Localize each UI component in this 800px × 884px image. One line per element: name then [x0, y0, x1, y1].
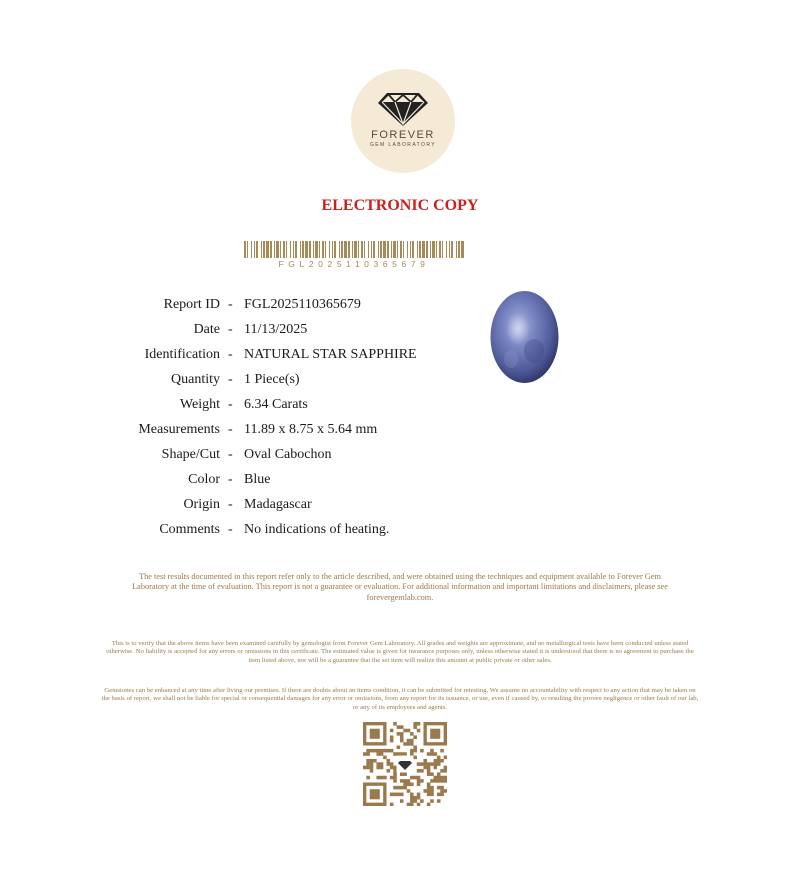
- qr-module: [363, 766, 367, 770]
- barcode-bar: [313, 241, 314, 258]
- logo-name: FOREVER: [371, 129, 435, 141]
- barcode-bar: [449, 241, 450, 258]
- qr-module: [413, 749, 417, 753]
- qr-module: [434, 759, 438, 763]
- detail-separator: -: [228, 397, 233, 412]
- qr-module: [434, 752, 438, 756]
- qr-module: [413, 725, 417, 729]
- barcode-bar: [407, 241, 408, 258]
- qr-module: [390, 762, 394, 766]
- barcode-bar: [261, 241, 262, 258]
- barcode-bar: [422, 241, 425, 258]
- qr-module: [366, 752, 370, 756]
- qr-module: [403, 782, 407, 786]
- detail-row-date: [100, 321, 520, 343]
- qr-module: [437, 762, 441, 766]
- qr-module: [366, 759, 370, 763]
- qr-module: [423, 759, 427, 763]
- qr-module: [366, 749, 370, 753]
- qr-module: [397, 752, 401, 756]
- qr-module: [403, 772, 407, 776]
- barcode-bar: [332, 241, 333, 258]
- barcode-bar: [300, 241, 301, 258]
- detail-value: Madagascar: [244, 497, 312, 512]
- qr-module: [420, 779, 424, 783]
- qr-module: [370, 766, 374, 770]
- qr-module: [403, 752, 407, 756]
- barcode-bar: [456, 241, 457, 258]
- qr-module: [410, 796, 414, 800]
- detail-label: Report ID: [163, 297, 220, 312]
- qr-module: [417, 782, 421, 786]
- qr-module: [403, 786, 407, 790]
- detail-value: NATURAL STAR SAPPHIRE: [244, 347, 417, 362]
- qr-module: [390, 766, 394, 770]
- qr-module: [380, 749, 384, 753]
- qr-module: [434, 776, 438, 780]
- qr-module: [380, 766, 384, 770]
- qr-module: [407, 789, 411, 793]
- barcode-bar: [341, 241, 343, 258]
- logo-subtitle: GEM LABORATORY: [369, 142, 436, 148]
- barcode-bar: [442, 241, 443, 258]
- barcode-bar: [378, 241, 379, 258]
- detail-row-report-id: [100, 296, 520, 318]
- barcode-bar: [361, 241, 363, 258]
- qr-module: [393, 779, 397, 783]
- qr-module: [410, 752, 414, 756]
- detail-value: Oval Cabochon: [244, 447, 332, 462]
- qr-finder: [370, 729, 380, 739]
- qr-module: [387, 749, 391, 753]
- qr-module: [413, 776, 417, 780]
- qr-module: [430, 749, 434, 753]
- detail-label: Origin: [183, 497, 220, 512]
- qr-module: [393, 793, 397, 797]
- qr-module: [440, 759, 444, 763]
- barcode-bar: [339, 241, 340, 258]
- qr-module: [423, 789, 427, 793]
- qr-module: [437, 786, 441, 790]
- detail-separator: -: [228, 347, 233, 362]
- qr-module: [387, 762, 391, 766]
- qr-module: [427, 772, 431, 776]
- qr-module: [376, 762, 380, 766]
- qr-module: [440, 793, 444, 797]
- qr-module: [410, 799, 414, 803]
- qr-module: [390, 729, 394, 733]
- qr-module: [380, 762, 384, 766]
- qr-module: [437, 793, 441, 797]
- qr-module: [373, 759, 377, 763]
- qr-module: [410, 749, 414, 753]
- qr-module: [427, 762, 431, 766]
- barcode-number: FGL2025110365679: [278, 259, 430, 269]
- barcode-bar: [302, 241, 304, 258]
- qr-module: [413, 722, 417, 726]
- qr-module: [420, 769, 424, 773]
- detail-separator: -: [228, 472, 233, 487]
- qr-module: [417, 762, 421, 766]
- qr-module: [420, 799, 424, 803]
- detail-label: Measurements: [138, 422, 220, 437]
- barcode-bar: [426, 241, 428, 258]
- detail-separator: -: [228, 372, 233, 387]
- qr-module: [430, 762, 434, 766]
- barcode-bar: [403, 241, 404, 258]
- qr-module: [390, 735, 394, 739]
- qr-module: [410, 793, 414, 797]
- barcode-bar: [348, 241, 350, 258]
- qr-module: [366, 762, 370, 766]
- detail-separator: -: [228, 447, 233, 462]
- qr-module: [390, 776, 394, 780]
- detail-label: Quantity: [171, 372, 220, 387]
- barcode-bar: [276, 241, 279, 258]
- barcode-bar: [305, 241, 308, 258]
- detail-row-identification: [100, 346, 520, 368]
- qr-module: [370, 749, 374, 753]
- qr-module: [437, 799, 441, 803]
- detail-value: 11/13/2025: [244, 322, 308, 337]
- qr-module: [407, 779, 411, 783]
- qr-module: [376, 766, 380, 770]
- barcode-bar: [387, 241, 389, 258]
- qr-module: [434, 779, 438, 783]
- detail-row-measurements: [100, 421, 520, 443]
- qr-module: [423, 766, 427, 770]
- qr-module: [413, 799, 417, 803]
- verification-disclaimer: This is to verify that the above items have been examined carefully by gemologist from Forever Gem Laboratory. All grades and weights are approximate, and no metallurgical tests have been conducted unless stated otherwise. No liability is accepted for any errors or omissions in this certificate. The estimated value is given for insurance purposes only, unless otherwise stated it is understood that there is no agreement to purchase the item listed above, nor will be a guarantee that the set item will realize this amount at public private or other sales.: [106, 640, 694, 664]
- qr-module: [383, 756, 387, 760]
- detail-label: Color: [188, 472, 220, 487]
- barcode-bar: [412, 241, 414, 258]
- barcode-bar: [286, 241, 287, 258]
- barcode-bar: [295, 241, 297, 258]
- detail-label: Date: [193, 322, 220, 337]
- barcode-bar: [244, 241, 246, 258]
- barcode-bar: [439, 241, 441, 258]
- barcode-bar: [380, 241, 382, 258]
- qr-module: [444, 769, 447, 773]
- barcode-bar: [417, 241, 418, 258]
- qr-module: [427, 766, 431, 770]
- barcode-bar: [274, 241, 275, 258]
- barcode-bar: [290, 241, 291, 258]
- logo: [351, 69, 455, 173]
- barcode-bar: [436, 241, 437, 258]
- barcode-bar: [371, 241, 372, 258]
- barcode-bar: [329, 241, 330, 258]
- qr-module: [380, 776, 384, 780]
- detail-row-weight: [100, 396, 520, 418]
- detail-value: 11.89 x 8.75 x 5.64 mm: [244, 422, 378, 437]
- qr-module: [427, 789, 431, 793]
- qr-module: [427, 769, 431, 773]
- qr-module: [376, 749, 380, 753]
- qr-module: [400, 779, 404, 783]
- qr-module: [440, 776, 444, 780]
- qr-module: [407, 782, 411, 786]
- qr-module: [437, 779, 441, 783]
- qr-module: [400, 799, 404, 803]
- qr-module: [437, 772, 441, 776]
- detail-separator: -: [228, 297, 233, 312]
- qr-module: [363, 752, 367, 756]
- qr-module: [427, 793, 431, 797]
- qr-module: [427, 803, 431, 806]
- qr-module: [440, 779, 444, 783]
- qr-module: [393, 752, 397, 756]
- detail-label: Comments: [159, 522, 220, 537]
- qr-module: [427, 752, 431, 756]
- report-scope-disclaimer: The test results documented in this report refer only to the article described, and were obtained using the techniques and equipment available to Forever Gem Laboratory at the time of evaluation. This report is not a guarantee or evaluation. For additional information and important limitations and disclaimers, please see forevergemlab.com.: [132, 572, 668, 602]
- qr-module: [393, 722, 397, 726]
- qr-module: [366, 776, 370, 780]
- barcode-bar: [397, 241, 398, 258]
- qr-module: [444, 756, 447, 760]
- barcode-bar: [461, 241, 464, 258]
- qr-module: [410, 803, 414, 806]
- qr-module: [407, 742, 411, 746]
- barcode-bar: [451, 241, 453, 258]
- barcode-bar: [383, 241, 386, 258]
- qr-module: [410, 742, 414, 746]
- page-title: ELECTRONIC COPY: [321, 197, 479, 214]
- detail-separator: -: [228, 422, 233, 437]
- qr-module: [390, 803, 394, 806]
- qr-module: [397, 732, 401, 736]
- barcode-bar: [263, 241, 265, 258]
- qr-module: [387, 769, 391, 773]
- detail-row-quantity: [100, 371, 520, 393]
- qr-module: [400, 772, 404, 776]
- qr-module: [380, 752, 384, 756]
- detail-separator: -: [228, 522, 233, 537]
- qr-module: [390, 749, 394, 753]
- qr-module: [397, 725, 401, 729]
- qr-module: [430, 789, 434, 793]
- qr-module: [407, 803, 411, 806]
- barcode-bar: [309, 241, 311, 258]
- qr-module: [423, 762, 427, 766]
- qr-module: [430, 779, 434, 783]
- qr-module: [390, 793, 394, 797]
- qr-module: [383, 749, 387, 753]
- qr-module: [370, 759, 374, 763]
- qr-module: [420, 762, 424, 766]
- qr-module: [417, 769, 421, 773]
- qr-code[interactable]: [363, 722, 447, 806]
- gemstone-photo: [489, 289, 560, 385]
- qr-finder: [370, 789, 380, 799]
- diamond-icon: [377, 91, 429, 127]
- qr-module: [440, 749, 444, 753]
- detail-row-color: [100, 471, 520, 493]
- barcode-bar: [419, 241, 421, 258]
- qr-module: [413, 796, 417, 800]
- qr-module: [413, 746, 417, 750]
- qr-module: [390, 739, 394, 743]
- qr-module: [393, 766, 397, 770]
- barcode-bar: [458, 241, 460, 258]
- qr-module: [397, 793, 401, 797]
- barcode-bar: [270, 241, 272, 258]
- qr-module: [400, 752, 404, 756]
- qr-module: [430, 793, 434, 797]
- qr-module: [430, 752, 434, 756]
- barcode-bar: [334, 241, 336, 258]
- barcode-bar: [391, 241, 392, 258]
- barcode-bar: [364, 241, 365, 258]
- qr-finder: [430, 729, 440, 739]
- detail-value: FGL2025110365679: [244, 297, 361, 312]
- qr-module: [417, 776, 421, 780]
- qr-module: [427, 786, 431, 790]
- barcode-bar: [344, 241, 347, 258]
- qr-module: [407, 739, 411, 743]
- qr-module: [444, 779, 447, 783]
- barcode-bar: [283, 241, 285, 258]
- detail-row-shape-cut: [100, 446, 520, 468]
- detail-value: Blue: [244, 472, 271, 487]
- qr-module: [403, 779, 407, 783]
- qr-module: [393, 776, 397, 780]
- detail-label: Weight: [179, 397, 220, 412]
- qr-module: [437, 756, 441, 760]
- qr-module: [397, 786, 401, 790]
- barcode-bar: [446, 241, 447, 258]
- barcode-bar: [430, 241, 431, 258]
- barcode-bar: [266, 241, 269, 258]
- qr-module: [444, 789, 447, 793]
- barcode-bar: [354, 241, 357, 258]
- qr-module: [376, 752, 380, 756]
- detail-row-comments: [100, 521, 520, 543]
- barcode-bar: [432, 241, 435, 258]
- qr-module: [413, 735, 417, 739]
- barcode-bar: [251, 241, 252, 258]
- detail-label: Shape/Cut: [161, 447, 220, 462]
- qr-module: [400, 739, 404, 743]
- qr-module: [437, 759, 441, 763]
- qr-module: [417, 793, 421, 797]
- detail-row-origin: [100, 496, 520, 518]
- qr-module: [440, 769, 444, 773]
- qr-module: [430, 799, 434, 803]
- qr-module: [417, 779, 421, 783]
- qr-module: [410, 732, 414, 736]
- qr-module: [430, 786, 434, 790]
- qr-module: [403, 742, 407, 746]
- qr-module: [417, 803, 421, 806]
- detail-separator: -: [228, 497, 233, 512]
- qr-module: [400, 786, 404, 790]
- barcode-bar: [368, 241, 369, 258]
- qr-module: [370, 762, 374, 766]
- detail-value: No indications of heating.: [244, 522, 390, 537]
- qr-module: [393, 769, 397, 773]
- barcode-bar: [293, 241, 294, 258]
- qr-module: [444, 766, 447, 770]
- qr-module: [430, 772, 434, 776]
- qr-module: [434, 766, 438, 770]
- qr-module: [376, 776, 380, 780]
- detail-separator: -: [228, 322, 233, 337]
- qr-module: [397, 746, 401, 750]
- qr-module: [440, 789, 444, 793]
- barcode-bar: [280, 241, 281, 258]
- detail-value: 6.34 Carats: [244, 397, 308, 412]
- barcode-bar: [322, 241, 324, 258]
- barcode-bar: [358, 241, 359, 258]
- qr-module: [403, 729, 407, 733]
- barcode-bar: [400, 241, 402, 258]
- barcode-bar: [247, 241, 248, 258]
- qr-module: [393, 786, 397, 790]
- qr-module: [413, 756, 417, 760]
- barcode-bar: [315, 241, 318, 258]
- detail-label: Identification: [144, 347, 220, 362]
- enhancement-disclaimer: Gemstones can be enhanced at any time after living our premises. If there are doubts about an items condition, it can be submitted for retesting. We assume no accountability with respect to any action that may be taken on the basis of report, we shall not be liable for special or consequential damages for any error or omissions, from any report for its issuance, or use, even if caused by, or resulting the proven negligence or other fault of our lab, or any of its employees and agents.: [101, 687, 699, 711]
- qr-module: [410, 782, 414, 786]
- qr-module: [410, 739, 414, 743]
- barcode-bar: [256, 241, 258, 258]
- qr-module: [383, 776, 387, 780]
- barcode: [244, 241, 464, 258]
- qr-module: [370, 769, 374, 773]
- detail-value: 1 Piece(s): [244, 372, 300, 387]
- qr-module: [393, 772, 397, 776]
- barcode-bar: [325, 241, 326, 258]
- qr-module: [417, 729, 421, 733]
- barcode-bar: [352, 241, 353, 258]
- qr-module: [373, 749, 377, 753]
- qr-module: [434, 762, 438, 766]
- qr-module: [420, 749, 424, 753]
- qr-module: [400, 732, 404, 736]
- qr-module: [410, 776, 414, 780]
- barcode-bar: [393, 241, 396, 258]
- barcode-bar: [410, 241, 411, 258]
- qr-module: [400, 735, 404, 739]
- barcode-bar: [373, 241, 375, 258]
- barcode-bar: [319, 241, 320, 258]
- qr-module: [387, 759, 391, 763]
- qr-module: [427, 782, 431, 786]
- qr-module: [407, 729, 411, 733]
- qr-module: [400, 725, 404, 729]
- qr-module: [417, 722, 421, 726]
- qr-module: [417, 796, 421, 800]
- qr-module: [400, 793, 404, 797]
- barcode-bar: [254, 241, 255, 258]
- qr-module: [440, 786, 444, 790]
- qr-module: [444, 776, 447, 780]
- qr-module: [366, 766, 370, 770]
- qr-module: [437, 776, 441, 780]
